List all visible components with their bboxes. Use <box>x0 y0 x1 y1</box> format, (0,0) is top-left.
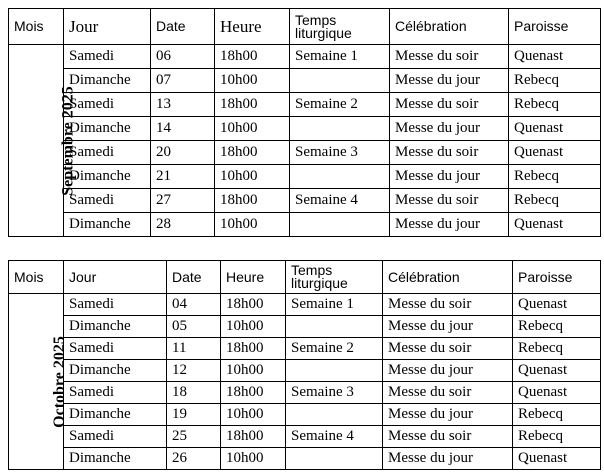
cell-jour: Samedi <box>64 189 151 213</box>
cell-jour: Dimanche <box>64 117 151 141</box>
header-date: Date <box>167 261 221 294</box>
cell-temps: Semaine 4 <box>290 189 390 213</box>
cell-celebration: Messe du soir <box>383 426 513 448</box>
cell-celebration: Messe du soir <box>383 338 513 360</box>
schedule-table-october <box>8 260 601 470</box>
cell-date: 19 <box>167 404 221 426</box>
cell-paroisse: Rebecq <box>513 404 601 426</box>
header-celebration: Célébration <box>383 261 513 294</box>
cell-date: 12 <box>167 360 221 382</box>
table-row <box>9 448 601 470</box>
month-label-cell <box>9 45 77 237</box>
cell-temps: Semaine 2 <box>286 338 383 360</box>
cell-date: 13 <box>151 93 215 117</box>
table-row <box>9 93 601 117</box>
cell-date: 11 <box>167 338 221 360</box>
table-row <box>9 213 601 237</box>
cell-celebration: Messe du soir <box>390 45 509 69</box>
cell-temps: Semaine 3 <box>286 382 383 404</box>
cell-temps <box>286 360 383 382</box>
cell-celebration: Messe du jour <box>383 360 513 382</box>
cell-date: 04 <box>167 294 221 316</box>
cell-temps <box>286 316 383 338</box>
cell-heure: 10h00 <box>215 69 290 93</box>
cell-celebration: Messe du soir <box>390 141 509 165</box>
header-paroisse: Paroisse <box>509 9 601 45</box>
cell-paroisse: Rebecq <box>509 93 601 117</box>
cell-temps: Semaine 2 <box>290 93 390 117</box>
cell-date: 14 <box>151 117 215 141</box>
cell-date: 27 <box>151 189 215 213</box>
cell-celebration: Messe du jour <box>390 69 509 93</box>
cell-date: 20 <box>151 141 215 165</box>
cell-paroisse: Quenast <box>509 213 601 237</box>
cell-temps: Semaine 1 <box>286 294 383 316</box>
cell-paroisse: Quenast <box>513 294 601 316</box>
cell-paroisse: Rebecq <box>509 189 601 213</box>
table-row <box>9 316 601 338</box>
header-mois: Mois <box>9 261 64 294</box>
cell-jour: Samedi <box>64 382 167 404</box>
header-temps-liturgique: Temps liturgique <box>290 9 390 45</box>
cell-heure: 18h00 <box>221 426 286 448</box>
cell-paroisse: Quenast <box>509 117 601 141</box>
cell-heure: 18h00 <box>215 141 290 165</box>
table-row <box>9 404 601 426</box>
month-label: Octobre 2025 <box>50 335 68 428</box>
table-row <box>9 165 601 189</box>
cell-celebration: Messe du jour <box>383 404 513 426</box>
cell-date: 28 <box>151 213 215 237</box>
cell-heure: 10h00 <box>215 117 290 141</box>
header-celebration: Célébration <box>390 9 509 45</box>
cell-jour: Samedi <box>64 426 167 448</box>
header-date: Date <box>151 9 215 45</box>
cell-date: 07 <box>151 69 215 93</box>
cell-jour: Dimanche <box>64 69 151 93</box>
header-row <box>9 261 601 294</box>
cell-date: 25 <box>167 426 221 448</box>
cell-heure: 18h00 <box>221 294 286 316</box>
cell-heure: 18h00 <box>221 382 286 404</box>
cell-paroisse: Quenast <box>509 45 601 69</box>
cell-paroisse: Rebecq <box>513 316 601 338</box>
table-row <box>9 189 601 213</box>
table-row <box>9 117 601 141</box>
cell-temps: Semaine 1 <box>290 45 390 69</box>
cell-celebration: Messe du soir <box>383 382 513 404</box>
cell-paroisse: Quenast <box>513 360 601 382</box>
table-row <box>9 294 601 316</box>
cell-temps: Semaine 3 <box>290 141 390 165</box>
cell-jour: Dimanche <box>64 360 167 382</box>
cell-temps: Semaine 4 <box>286 426 383 448</box>
cell-temps <box>290 69 390 93</box>
table-row <box>9 69 601 93</box>
cell-jour: Dimanche <box>64 404 167 426</box>
cell-jour: Dimanche <box>64 316 167 338</box>
cell-jour: Samedi <box>64 141 151 165</box>
table-row <box>9 141 601 165</box>
header-heure: Heure <box>215 9 290 45</box>
table-row <box>9 338 601 360</box>
cell-jour: Samedi <box>64 338 167 360</box>
table-row <box>9 382 601 404</box>
cell-heure: 10h00 <box>221 360 286 382</box>
cell-celebration: Messe du jour <box>390 117 509 141</box>
cell-date: 21 <box>151 165 215 189</box>
cell-paroisse: Quenast <box>513 382 601 404</box>
table-row <box>9 360 601 382</box>
cell-paroisse: Rebecq <box>513 338 601 360</box>
cell-celebration: Messe du soir <box>390 189 509 213</box>
cell-heure: 10h00 <box>221 448 286 470</box>
cell-jour: Samedi <box>64 93 151 117</box>
cell-heure: 10h00 <box>221 404 286 426</box>
cell-heure: 18h00 <box>215 189 290 213</box>
table-row <box>9 426 601 448</box>
cell-date: 06 <box>151 45 215 69</box>
header-paroisse: Paroisse <box>513 261 601 294</box>
cell-paroisse: Rebecq <box>509 165 601 189</box>
cell-jour: Dimanche <box>64 448 167 470</box>
cell-temps <box>286 404 383 426</box>
cell-celebration: Messe du jour <box>383 448 513 470</box>
header-jour: Jour <box>64 261 167 294</box>
cell-temps <box>290 117 390 141</box>
cell-paroisse: Quenast <box>509 141 601 165</box>
header-temps-liturgique: Temps liturgique <box>286 261 383 294</box>
cell-date: 05 <box>167 316 221 338</box>
month-label: Septembre 2025 <box>59 85 77 196</box>
cell-date: 26 <box>167 448 221 470</box>
cell-celebration: Messe du soir <box>383 294 513 316</box>
cell-heure: 18h00 <box>215 93 290 117</box>
cell-jour: Dimanche <box>64 213 151 237</box>
cell-celebration: Messe du jour <box>390 165 509 189</box>
header-heure: Heure <box>221 261 286 294</box>
cell-paroisse: Rebecq <box>509 69 601 93</box>
cell-jour: Samedi <box>64 294 167 316</box>
cell-paroisse: Rebecq <box>513 426 601 448</box>
header-mois: Mois <box>9 9 64 45</box>
cell-temps <box>290 165 390 189</box>
table-row <box>9 45 601 69</box>
cell-heure: 10h00 <box>215 165 290 189</box>
header-jour: Jour <box>64 9 151 45</box>
cell-celebration: Messe du jour <box>390 213 509 237</box>
cell-heure: 18h00 <box>221 338 286 360</box>
month-label-cell <box>9 294 68 470</box>
cell-celebration: Messe du soir <box>390 93 509 117</box>
cell-temps <box>290 213 390 237</box>
cell-heure: 18h00 <box>215 45 290 69</box>
cell-jour: Samedi <box>64 45 151 69</box>
cell-temps <box>286 448 383 470</box>
cell-heure: 10h00 <box>221 316 286 338</box>
cell-date: 18 <box>167 382 221 404</box>
header-row <box>9 9 601 45</box>
cell-paroisse: Quenast <box>513 448 601 470</box>
schedule-table-september <box>8 8 601 237</box>
cell-heure: 10h00 <box>215 213 290 237</box>
cell-jour: Dimanche <box>64 165 151 189</box>
cell-celebration: Messe du jour <box>383 316 513 338</box>
